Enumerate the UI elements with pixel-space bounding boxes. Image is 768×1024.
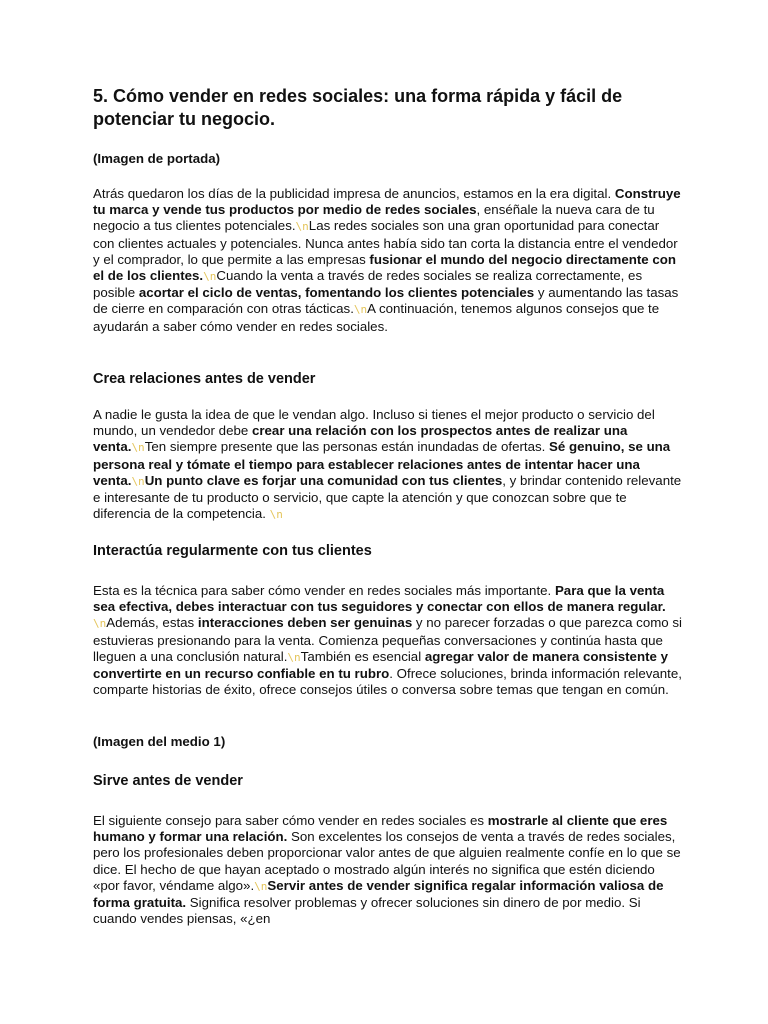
- text-run: También es esencial: [300, 648, 425, 664]
- text-run: Cuando la venta a través de redes sociales se realiza correctamente, es posible: [93, 268, 643, 301]
- cover-image-placeholder: (Imagen de portada): [93, 151, 221, 166]
- bold-text-run: Sé genuino, se una persona real y tómate el tiempo para establecer relaciones antes de intentar hacer una venta.: [93, 439, 671, 488]
- document-title: 5. Cómo vender en redes sociales: una forma rápida y fácil de potenciar tu negocio.: [93, 86, 623, 129]
- text-run: . Ofrece soluciones, brinda información relevante, comparte historias de éxito, ofrece consejos útiles o conversa sobre temas que tengan en común.: [93, 666, 682, 698]
- intro-paragraph: [93, 186, 683, 335]
- newline-marker: \n: [353, 303, 368, 317]
- section-heading-sirve: Sirve antes de vender: [93, 773, 243, 789]
- newline-marker: \n: [287, 650, 301, 664]
- bold-text-run: mostrarle al cliente que eres humano y formar una relación.: [93, 813, 668, 845]
- bold-text-run: Construye tu marca y vende tus productos por medio de redes sociales: [93, 186, 681, 218]
- newline-marker: \n: [131, 441, 145, 455]
- text-run: Significa resolver problemas y ofrecer soluciones sin dinero de por medio. Si cuando vendes piensas, «¿en: [93, 895, 641, 927]
- text-run: A continuación, tenemos algunos consejos que te ayudarán a saber cómo vender en redes sociales.: [93, 301, 660, 334]
- bold-text-run: Un punto clave es forjar una comunidad con tus clientes: [144, 472, 503, 488]
- text-run: Son excelentes los consejos de venta a través de redes sociales, pero los profesionales deben proporcionar valor antes de que alguien realmente confíe en lo que se dice. El hecho de que hayan aceptado o mostrado algún interés no significa que estén diciendo «por favor, véndame algo».: [93, 829, 681, 893]
- text-run: Ten siempre presente que las personas están inundadas de ofertas.: [144, 439, 550, 455]
- middle-image-placeholder: (Imagen del medio 1): [93, 734, 226, 749]
- bold-text-run: acortar el ciclo de ventas, fomentando los clientes potenciales: [138, 285, 535, 301]
- section-2-paragraph: [93, 583, 683, 698]
- bold-text-run: Servir antes de vender significa regalar información valiosa de forma gratuita.: [93, 877, 664, 911]
- section-heading-crea-relaciones: Crea relaciones antes de vender: [93, 371, 316, 387]
- section-heading-interactua: Interactúa regularmente con tus clientes: [93, 543, 372, 559]
- newline-marker: \n: [203, 270, 217, 284]
- text-run: Esta es la técnica para saber cómo vender en redes sociales más importante.: [93, 583, 555, 598]
- bold-text-run: crear una relación con los prospectos antes de realizar una venta.: [93, 423, 628, 455]
- text-run: Atrás quedaron los días de la publicidad impresa de anuncios, estamos en la era digital.: [93, 186, 615, 201]
- text-run: El siguiente consejo para saber cómo vender en redes sociales es: [93, 813, 488, 828]
- newline-marker: \n: [93, 617, 107, 631]
- newline-marker: \n: [269, 508, 283, 522]
- bold-text-run: fusionar el mundo del negocio directamente con el de los clientes.: [93, 251, 677, 284]
- newline-marker: \n: [295, 220, 309, 234]
- text-run: Las redes sociales son una gran oportunidad para conectar con clientes actuales y potenciales. Nunca antes había sido tan corta la distancia entre el vendedor y el comprador, lo que permite a las empresas: [93, 218, 678, 267]
- text-run: y aumentando las tasas de cierre en comparación con otras tácticas.: [93, 285, 679, 317]
- text-run: , y brindar contenido relevante e interesante de tu producto o servicio, que capte la atención y que conozcan sobre que te diferencia de la competencia.: [93, 472, 682, 522]
- text-run: y no parecer forzadas o que parezca como si estuvieras presionando para la venta. Comienza pequeñas conversaciones y continúa hasta que lleguen a una conclusión natural.: [93, 615, 682, 664]
- bold-text-run: interacciones deben ser genuinas: [197, 615, 413, 631]
- text-run: , enséñale la nueva cara de tu negocio a tus clientes potenciales.: [93, 202, 655, 234]
- newline-marker: \n: [254, 879, 268, 893]
- text-run: A nadie le gusta la idea de que le vendan algo. Incluso si tienes el mejor producto o servicio del mundo, un vendedor debe: [93, 407, 655, 439]
- section-1-paragraph: [93, 407, 683, 523]
- bold-text-run: agregar valor de manera consistente y convertirte en un recurso confiable en tu rubro: [93, 648, 668, 682]
- bold-text-run: Para que la venta sea efectiva, debes interactuar con tus seguidores y conectar con ellos de manera regular.: [93, 583, 666, 615]
- section-3-paragraph: [93, 813, 683, 927]
- newline-marker: \n: [131, 474, 145, 488]
- text-run: Además, estas: [106, 615, 198, 631]
